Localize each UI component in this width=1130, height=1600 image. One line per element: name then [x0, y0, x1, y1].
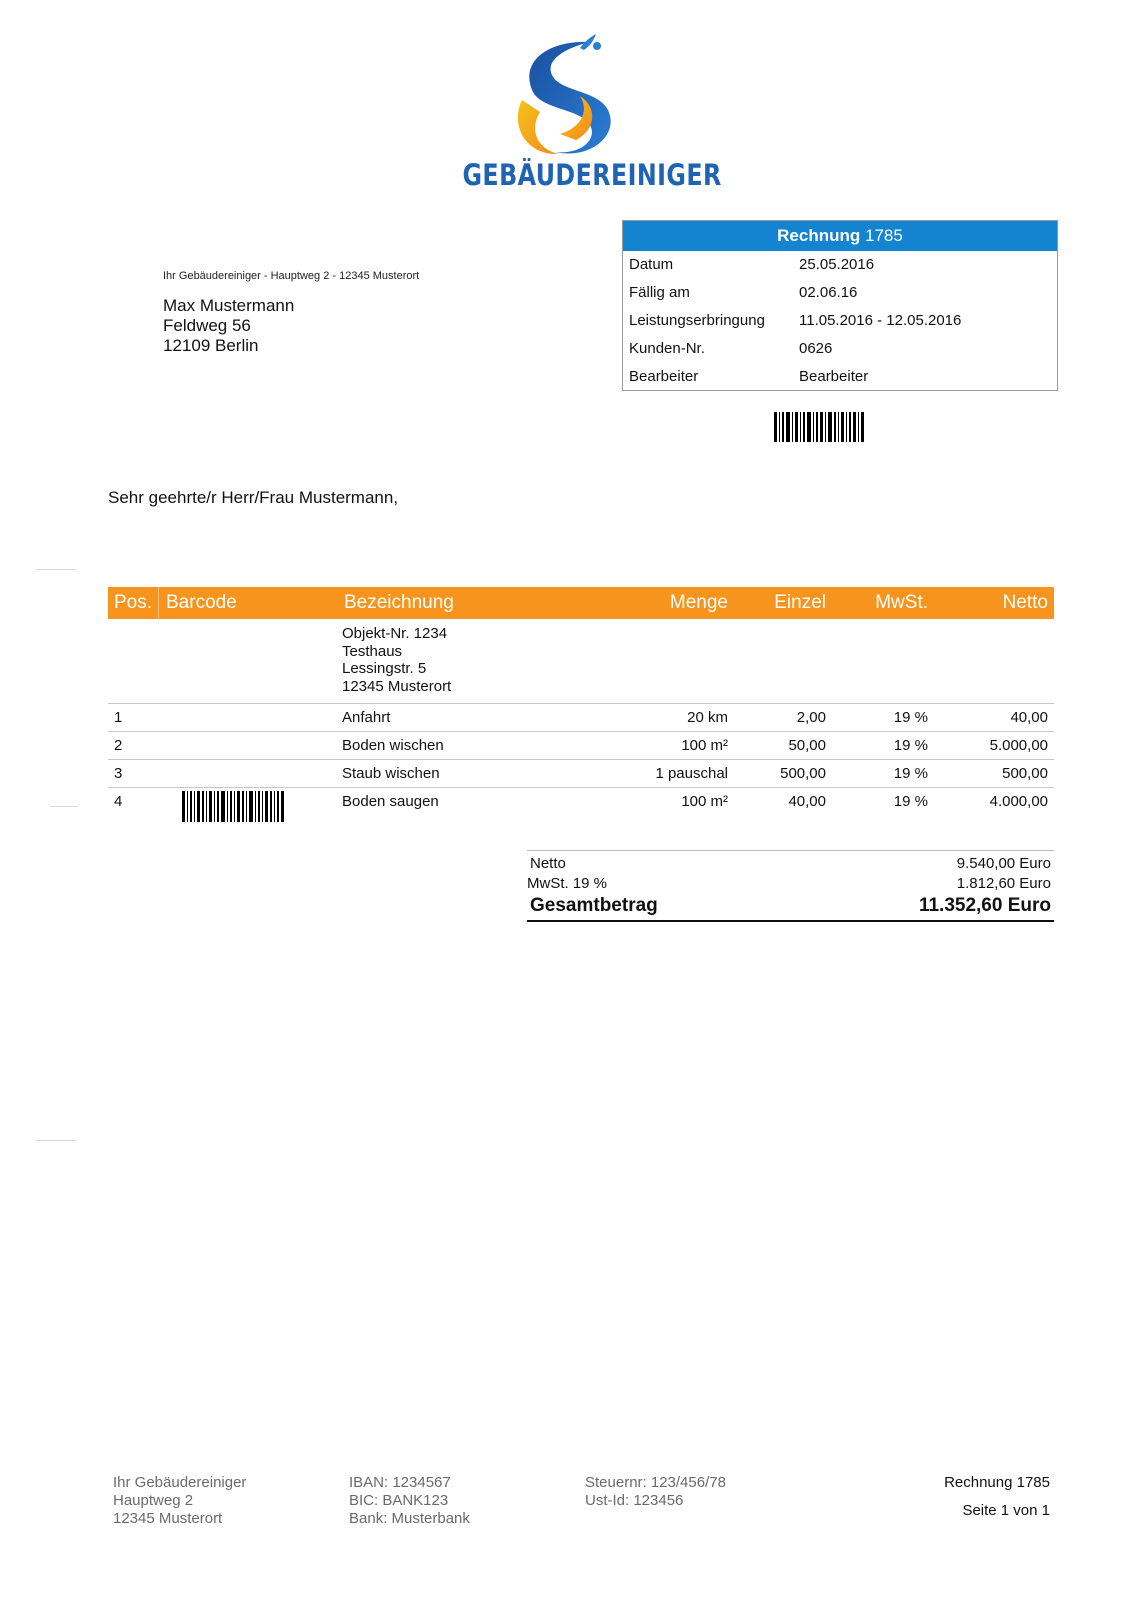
fold-mark — [36, 1140, 76, 1141]
gesamt-label: Gesamtbetrag — [530, 895, 658, 916]
mwst-value: 1.812,60 Euro — [956, 875, 1051, 892]
recipient-address — [163, 296, 294, 356]
info-value: 25.05.2016 — [799, 256, 875, 273]
footer-bic: BIC: BANK123 — [349, 1492, 449, 1509]
object-name: Testhaus — [342, 642, 403, 660]
col-header-bezeichnung: Bezeichnung — [344, 592, 454, 613]
mwst-label: MwSt. 19 % — [527, 875, 608, 892]
header-separator — [158, 587, 159, 619]
cell-netto: 5.000,00 — [989, 737, 1048, 754]
col-header-netto: Netto — [1002, 592, 1048, 613]
footer-steuernr: Steuernr: 123/456/78 — [585, 1474, 726, 1491]
company-logo — [440, 30, 722, 195]
object-info — [342, 625, 451, 695]
totals-divider — [527, 850, 1054, 851]
netto-value: 9.540,00 Euro — [956, 855, 1051, 872]
cell-einzel: 500,00 — [780, 765, 826, 782]
table-row — [108, 737, 1054, 765]
table-row — [108, 709, 1054, 737]
cell-pos: 2 — [114, 737, 123, 754]
recipient-city: 12109 Berlin — [163, 336, 259, 355]
cell-einzel: 50,00 — [788, 737, 826, 754]
info-label: Bearbeiter — [629, 368, 699, 385]
invoice-barcode — [774, 412, 866, 442]
cell-pos: 4 — [114, 793, 123, 810]
salutation: Sehr geehrte/r Herr/Frau Mustermann, — [108, 488, 399, 507]
footer-company-name: Ihr Gebäudereiniger — [113, 1474, 247, 1491]
cell-mwst: 19 % — [893, 737, 928, 754]
footer-page-info — [900, 1474, 1050, 1520]
col-header-menge: Menge — [669, 592, 728, 613]
col-header-pos: Pos. — [114, 592, 153, 613]
netto-label: Netto — [530, 855, 566, 872]
invoice-title — [623, 221, 1057, 251]
footer-invoice-ref: Rechnung 1785 — [944, 1474, 1050, 1491]
cell-pos: 3 — [114, 765, 123, 782]
cell-menge: 20 km — [687, 709, 728, 726]
item-barcode — [182, 791, 286, 822]
gesamt-value: 11.352,60 Euro — [918, 895, 1051, 916]
footer-ustid: Ust-Id: 123456 — [585, 1492, 684, 1509]
cell-bezeichnung: Boden saugen — [342, 793, 439, 810]
info-label: Kunden-Nr. — [629, 340, 705, 357]
fold-mark — [36, 569, 76, 570]
info-value: Bearbeiter — [799, 368, 869, 385]
info-value: 0626 — [799, 340, 833, 357]
invoice-title-word: Rechnung — [777, 226, 861, 245]
cell-netto: 500,00 — [1002, 765, 1048, 782]
table-row — [108, 765, 1054, 793]
logo-swoosh-icon — [440, 30, 690, 160]
cell-mwst: 19 % — [893, 765, 928, 782]
col-header-einzel: Einzel — [774, 592, 826, 613]
brand-name: GEBÄUDEREINIGER — [462, 158, 722, 192]
cell-einzel: 40,00 — [788, 793, 826, 810]
cell-netto: 4.000,00 — [989, 793, 1048, 810]
info-value: 02.06.16 — [799, 284, 858, 301]
cell-menge: 100 m² — [681, 793, 728, 810]
info-value: 11.05.2016 - 12.05.2016 — [799, 312, 962, 329]
info-label: Datum — [629, 256, 674, 273]
sender-line: Ihr Gebäudereiniger - Hauptweg 2 - 12345 Musterort — [163, 270, 420, 282]
recipient-name: Max Mustermann — [163, 296, 295, 315]
footer-tax — [585, 1474, 726, 1510]
info-label: Fällig am — [629, 284, 690, 301]
cell-pos: 1 — [114, 709, 123, 726]
footer-bank — [349, 1474, 470, 1528]
fold-mark — [50, 806, 78, 807]
object-number: Objekt-Nr. 1234 — [342, 625, 448, 642]
footer-bank-name: Bank: Musterbank — [349, 1510, 470, 1527]
row-divider — [108, 703, 1054, 704]
cell-menge: 1 pauschal — [655, 765, 728, 782]
cell-mwst: 19 % — [893, 793, 928, 810]
cell-bezeichnung: Anfahrt — [342, 709, 391, 726]
invoice-info-box — [622, 220, 1058, 391]
cell-bezeichnung: Boden wischen — [342, 737, 444, 754]
cell-menge: 100 m² — [681, 737, 728, 754]
object-street: Lessingstr. 5 — [342, 660, 427, 677]
cell-bezeichnung: Staub wischen — [342, 765, 440, 782]
footer-company-street: Hauptweg 2 — [113, 1492, 194, 1509]
cell-einzel: 2,00 — [796, 709, 826, 726]
totals-underline — [527, 920, 1054, 922]
col-header-mwst: MwSt. — [875, 592, 928, 613]
cell-mwst: 19 % — [893, 709, 928, 726]
recipient-street: Feldweg 56 — [163, 316, 251, 335]
footer-page-number: Seite 1 von 1 — [962, 1502, 1050, 1519]
col-header-barcode: Barcode — [166, 592, 237, 613]
footer-company — [113, 1474, 246, 1528]
invoice-number: 1785 — [865, 226, 903, 245]
items-table-header — [108, 587, 1054, 619]
info-label: Leistungserbringung — [629, 312, 765, 329]
footer-company-city: 12345 Musterort — [113, 1510, 223, 1527]
footer-iban: IBAN: 1234567 — [349, 1474, 451, 1491]
cell-netto: 40,00 — [1010, 709, 1048, 726]
object-city: 12345 Musterort — [342, 677, 452, 695]
